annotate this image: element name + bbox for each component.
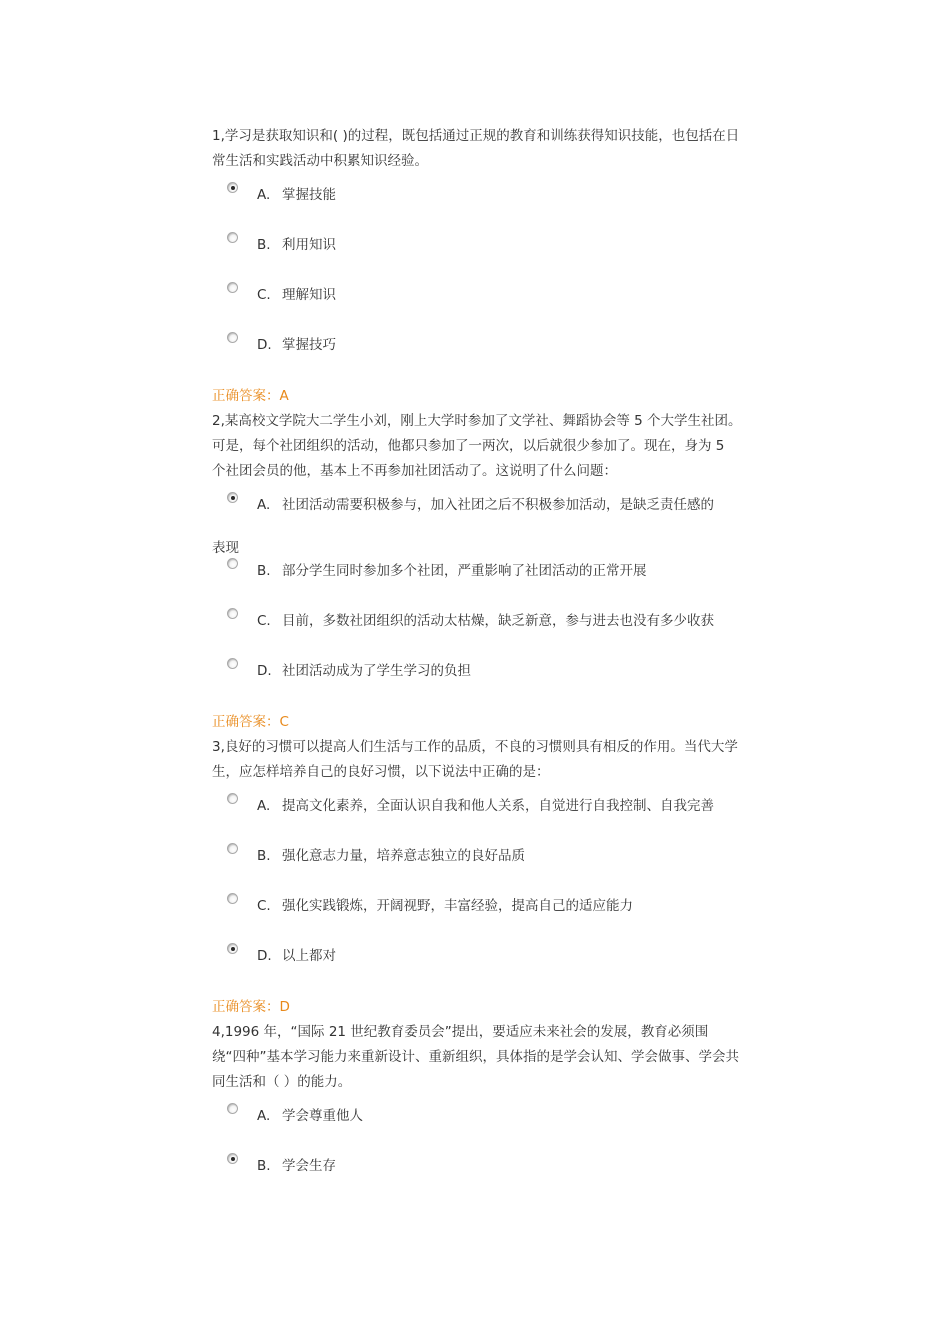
spacer — [212, 1095, 742, 1103]
option-letter: A. — [257, 798, 271, 814]
option-a[interactable] — [212, 182, 742, 232]
radio-checked-icon[interactable] — [227, 1153, 238, 1164]
option-b[interactable] — [212, 232, 742, 282]
option-text: 提高文化素养，全面认识自我和他人关系，自觉进行自我控制、自我完善 — [282, 798, 714, 814]
quiz-page — [212, 124, 742, 1203]
option-text: 强化意志力量，培养意志独立的良好品质 — [282, 848, 525, 864]
option-text: 利用知识 — [282, 237, 336, 253]
radio-unchecked-icon[interactable] — [227, 332, 238, 343]
option-c[interactable] — [212, 282, 742, 332]
option-c[interactable] — [212, 893, 742, 943]
radio-unchecked-icon[interactable] — [227, 608, 238, 619]
option-text: 掌握技巧 — [282, 337, 336, 353]
option-letter: A. — [257, 1108, 271, 1124]
radio-checked-icon[interactable] — [227, 943, 238, 954]
option-letter: B. — [257, 848, 271, 864]
option-c[interactable] — [212, 608, 742, 658]
option-text: 强化实践锻炼，开阔视野，丰富经验，提高自己的适应能力 — [282, 898, 633, 914]
radio-unchecked-icon[interactable] — [227, 282, 238, 293]
option-text: 学会生存 — [282, 1158, 336, 1174]
option-text-continuation: 表现 — [212, 540, 239, 556]
option-letter: A. — [257, 187, 271, 203]
option-text: 部分学生同时参加多个社团，严重影响了社团活动的正常开展 — [282, 563, 647, 579]
question-block — [212, 1020, 742, 1203]
option-b[interactable] — [212, 843, 742, 893]
radio-unchecked-icon[interactable] — [227, 893, 238, 904]
option-text: 掌握技能 — [282, 187, 336, 203]
option-text: 以上都对 — [282, 948, 336, 964]
spacer — [212, 174, 742, 182]
radio-unchecked-icon[interactable] — [227, 793, 238, 804]
question-text: 2,某高校文学院大二学生小刘，刚上大学时参加了文学社、舞蹈协会等 5 个大学生社团。可是，每个社团组织的活动，他都只参加了一两次，以后就很少参加了。现在，身为 5 个社团会员的他，基本上不再参加社团活动了。这说明了什么问题： — [212, 413, 742, 479]
spacer — [212, 484, 742, 492]
option-a[interactable] — [212, 793, 742, 843]
option-a[interactable] — [212, 1103, 742, 1153]
option-b[interactable] — [212, 558, 742, 608]
radio-unchecked-icon[interactable] — [227, 1103, 238, 1114]
question-block — [212, 124, 742, 409]
option-text: 目前，多数社团组织的活动太枯燥，缺乏新意，参与进去也没有多少收获 — [282, 613, 714, 629]
radio-checked-icon[interactable] — [227, 182, 238, 193]
option-letter: B. — [257, 1158, 271, 1174]
option-letter: A. — [257, 497, 271, 513]
question-text: 3,良好的习惯可以提高人们生活与工作的品质，不良的习惯则具有相反的作用。当代大学生，应怎样培养自己的良好习惯，以下说法中正确的是： — [212, 739, 738, 780]
option-a[interactable] — [212, 492, 742, 558]
option-letter: C. — [257, 898, 271, 914]
option-letter: C. — [257, 287, 271, 303]
option-letter: D. — [257, 663, 272, 679]
radio-unchecked-icon[interactable] — [227, 558, 238, 569]
question-block — [212, 409, 742, 735]
question-block — [212, 735, 742, 1020]
question-text: 1,学习是获取知识和( )的过程，既包括通过正规的教育和训练获得知识技能，也包括在日常生活和实践活动中积累知识经验。 — [212, 128, 740, 169]
option-d[interactable] — [212, 943, 742, 993]
correct-answer: 正确答案：A — [212, 388, 289, 404]
option-b[interactable] — [212, 1153, 742, 1203]
option-letter: D. — [257, 337, 272, 353]
correct-answer: 正确答案：D — [212, 999, 290, 1015]
radio-unchecked-icon[interactable] — [227, 843, 238, 854]
radio-checked-icon[interactable] — [227, 492, 238, 503]
spacer — [212, 785, 742, 793]
option-letter: B. — [257, 237, 271, 253]
option-text: 社团活动成为了学生学习的负担 — [282, 663, 471, 679]
option-d[interactable] — [212, 658, 742, 708]
option-letter: C. — [257, 613, 271, 629]
radio-unchecked-icon[interactable] — [227, 658, 238, 669]
option-text: 学会尊重他人 — [282, 1108, 363, 1124]
option-d[interactable] — [212, 332, 742, 382]
question-text: 4,1996 年，“国际 21 世纪教育委员会”提出，要适应未来社会的发展，教育必须围绕“四种”基本学习能力来重新设计、重新组织，具体指的是学会认知、学会做事、学会共同生活和（ ）的能力。 — [212, 1024, 739, 1090]
option-text: 社团活动需要积极参与，加入社团之后不积极参加活动，是缺乏责任感的 — [282, 497, 714, 513]
option-letter: B. — [257, 563, 271, 579]
option-text: 理解知识 — [282, 287, 336, 303]
correct-answer: 正确答案：C — [212, 714, 289, 730]
radio-unchecked-icon[interactable] — [227, 232, 238, 243]
option-letter: D. — [257, 948, 272, 964]
